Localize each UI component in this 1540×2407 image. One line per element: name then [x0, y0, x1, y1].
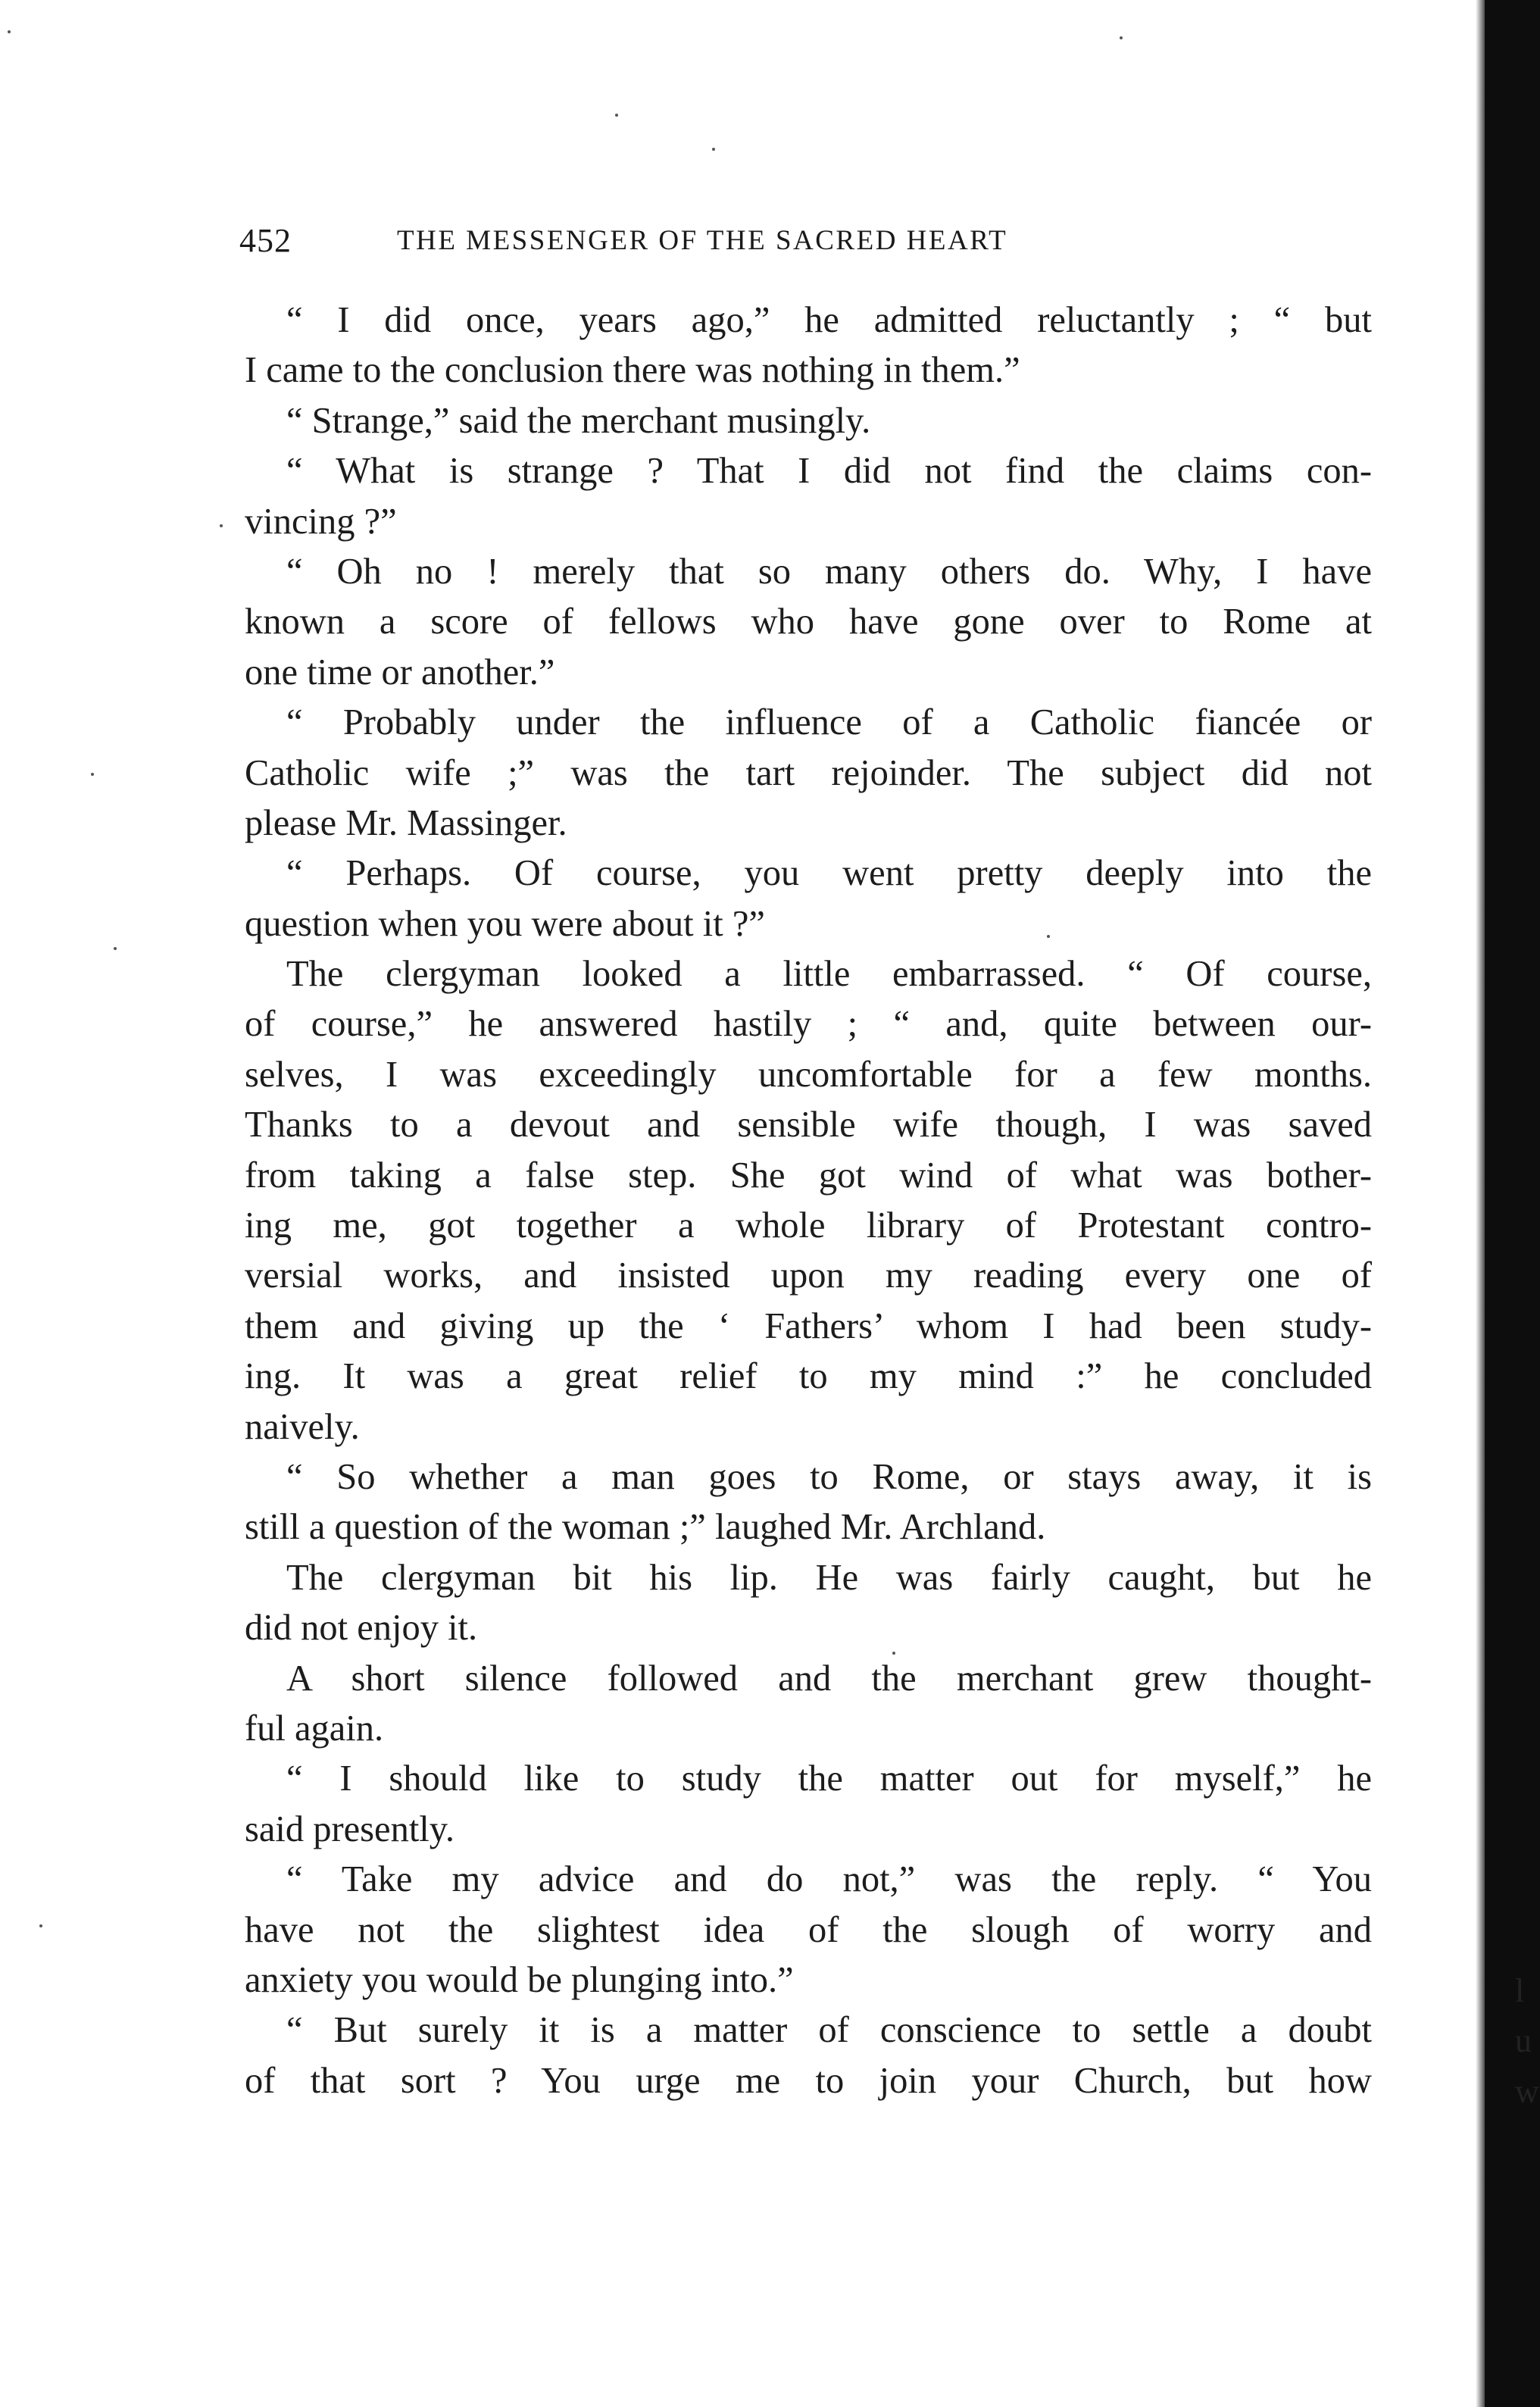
page-header [239, 221, 1224, 267]
text-line: anxiety you would be plunging into.” [245, 1959, 794, 2000]
scan-speck [712, 148, 715, 151]
text-line: The clergyman bit his lip. He was fairly caught, but he [286, 1557, 1372, 1598]
text-line: I came to the conclusion there was nothing in them.” [245, 350, 1020, 391]
text-line: vincing ?” [245, 501, 397, 542]
text-line: “ Perhaps. Of course, you went pretty deeply into the [286, 853, 1372, 894]
text-line: “ I did once, years ago,” he admitted reluctantly ; “ but [286, 300, 1372, 340]
text-line: of course,” he answered hastily ; “ and, quite between our- [245, 1004, 1372, 1045]
scan-speck [1120, 36, 1123, 39]
margin-fragment: l [1515, 1972, 1525, 2009]
running-title: THE MESSENGER OF THE SACRED HEART [397, 225, 1008, 256]
page-number: 452 [239, 222, 292, 259]
text-line: them and giving up the ‘ Fathers’ whom I had been study- [245, 1305, 1372, 1346]
text-line: “ Probably under the influence of a Catholic fiancée or [286, 702, 1372, 743]
text-line: selves, I was exceedingly uncomfortable for a few months. [245, 1054, 1372, 1095]
text-line: ing me, got together a whole library of Protestant contro- [245, 1205, 1372, 1246]
text-line: A short silence followed and the merchant grew thought- [286, 1658, 1372, 1699]
text-line: versial works, and insisted upon my reading every one of [245, 1255, 1372, 1296]
body-text [245, 295, 1372, 2106]
text-line: one time or another.” [245, 652, 555, 692]
text-line: Catholic wife ;” was the tart rejoinder. The subject did not [245, 752, 1372, 793]
text-line: have not the slightest idea of the slough of worry and [245, 1909, 1372, 1950]
text-line: “ Take my advice and do not,” was the reply. “ You [286, 1859, 1372, 1900]
scan-speck [39, 1924, 42, 1927]
text-line: still a question of the woman ;” laughed Mr. Archland. [245, 1507, 1046, 1548]
scan-speck [892, 1652, 895, 1655]
text-line: of that sort ? You urge me to join your Church, but how [245, 2060, 1372, 2101]
text-line: “ Strange,” said the merchant musingly. [286, 400, 871, 441]
margin-fragment: w [1515, 2072, 1539, 2110]
scan-speck [114, 947, 117, 950]
scan-speck [1047, 935, 1050, 938]
text-line: ful again. [245, 1708, 384, 1749]
text-line: naively. [245, 1406, 360, 1447]
text-line: “ What is strange ? That I did not find the claims con- [286, 451, 1372, 492]
margin-fragment: u [1515, 2022, 1532, 2060]
text-line: “ Oh no ! merely that so many others do. Why, I have [286, 551, 1372, 592]
text-line: ing. It was a great relief to my mind :” he concluded [245, 1356, 1372, 1397]
text-line: “ But surely it is a matter of conscience to settle a doubt [286, 2010, 1372, 2051]
text-line: “ So whether a man goes to Rome, or stays away, it is [286, 1456, 1372, 1497]
text-line: “ I should like to study the matter out for myself,” he [286, 1758, 1372, 1799]
scan-speck [8, 30, 11, 33]
text-line: please Mr. Massinger. [245, 802, 567, 843]
margin-fragments [1515, 1966, 1540, 2117]
text-line: known a score of fellows who have gone over to Rome at [245, 602, 1372, 642]
scan-speck [91, 773, 94, 776]
text-line: from taking a false step. She got wind of what was bother- [245, 1155, 1372, 1196]
text-line: Thanks to a devout and sensible wife though, I was saved [245, 1105, 1372, 1146]
text-line: did not enjoy it. [245, 1608, 478, 1649]
text-line: said presently. [245, 1808, 455, 1849]
scan-speck [615, 114, 618, 117]
text-line: The clergyman looked a little embarrassed. “ Of course, [286, 954, 1372, 995]
scan-speck [220, 524, 223, 527]
text-line: question when you were about it ?” [245, 903, 765, 944]
